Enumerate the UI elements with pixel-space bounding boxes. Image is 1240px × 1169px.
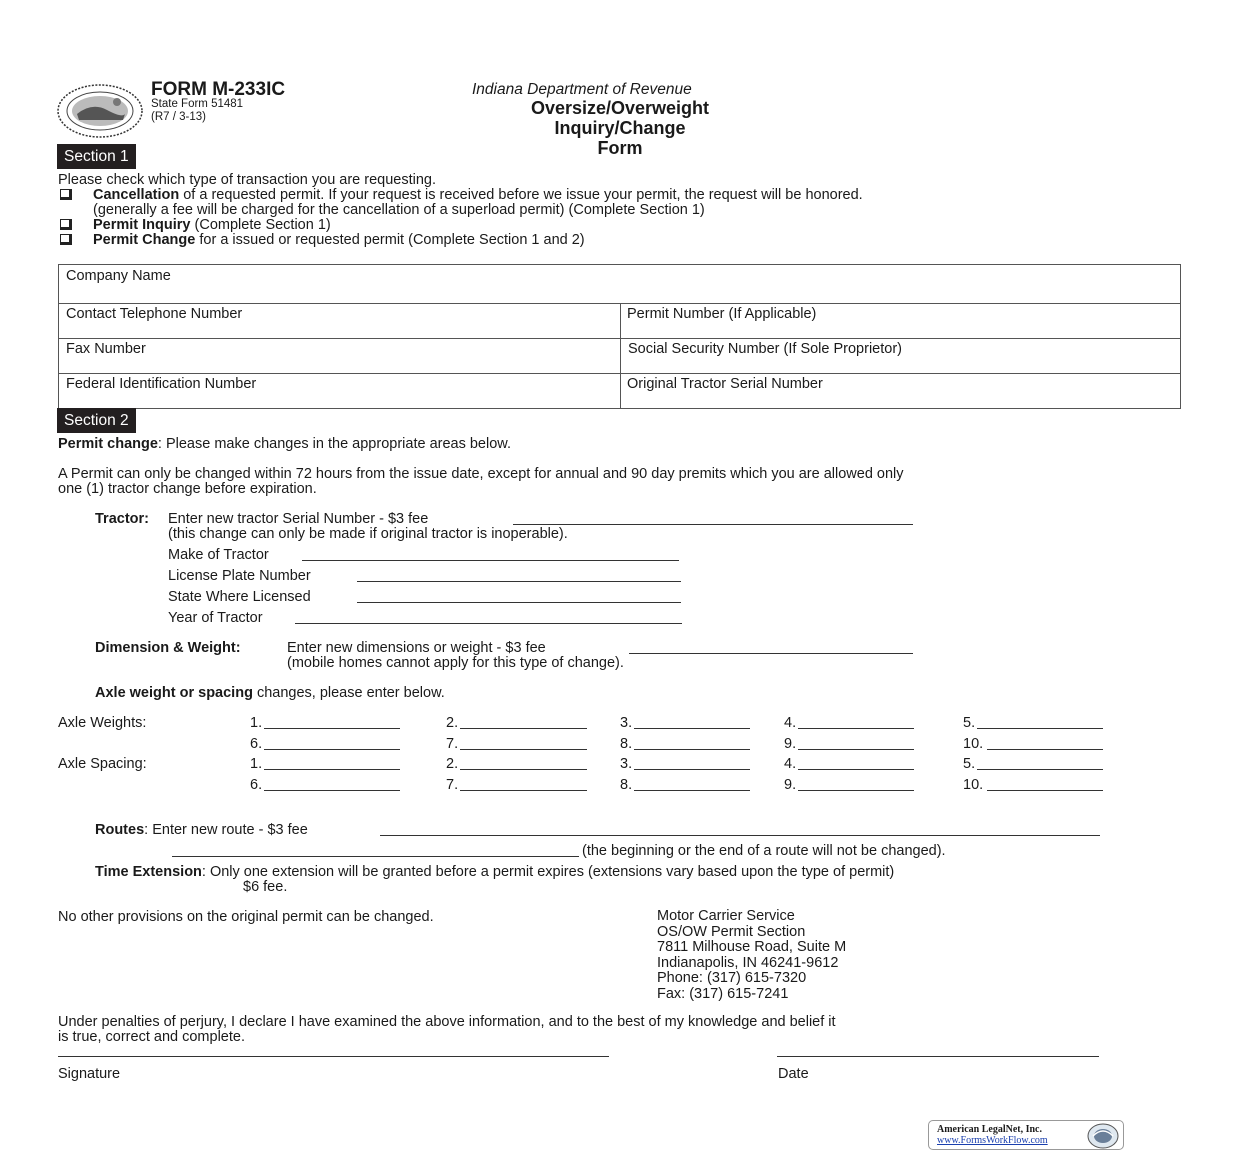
axle-weights-input[interactable] (798, 715, 914, 729)
axle-weights-number: 9. (784, 736, 797, 752)
company-name-field[interactable]: Company Name (66, 268, 171, 284)
title-line-1: Oversize/Overweight (530, 98, 710, 118)
axle-spacing-input[interactable] (460, 777, 587, 791)
axle-spacing-number: 4. (784, 756, 797, 772)
tractor-label (95, 511, 149, 527)
address-fax: Fax: (317) 615-7241 (657, 985, 789, 1002)
tractor-serial-entry (168, 511, 428, 527)
cancellation-option (93, 187, 863, 203)
permit-change-rule: A Permit can only be changed within 72 hours from the issue date, except for annual and 90 day premits which you are allowed only (58, 466, 904, 482)
divider (620, 303, 621, 408)
axle-weights-input[interactable] (634, 736, 750, 750)
permit-change-option (93, 232, 585, 248)
route-input-line-1[interactable] (380, 822, 1100, 836)
axle-spacing-number: 8. (620, 777, 633, 793)
dimension-weight-text: Enter new dimensions or weight - $3 fee (287, 640, 546, 656)
axle-weights-input[interactable] (798, 736, 914, 750)
date-input[interactable] (777, 1043, 1099, 1057)
axle-weights-input[interactable] (460, 736, 587, 750)
axle-intro-heading: Axle weight or spacing (95, 685, 253, 701)
tractor-year-label: Year of Tractor (168, 610, 263, 626)
axle-spacing-input[interactable] (264, 777, 400, 791)
axle-weights-input[interactable] (264, 715, 400, 729)
time-extension-fee: $6 fee. (243, 879, 288, 895)
dimension-weight-note: (mobile homes cannot apply for this type of change). (287, 655, 624, 671)
dimension-weight-input[interactable] (629, 640, 913, 654)
axle-weights-label: Axle Weights: (58, 715, 147, 731)
perjury-statement-cont: is true, correct and complete. (58, 1029, 245, 1045)
contact-phone-field[interactable]: Contact Telephone Number (66, 306, 243, 322)
axle-weights-input[interactable] (987, 736, 1103, 750)
signature-label: Signature (58, 1066, 121, 1082)
axle-weights-number: 1. (250, 715, 263, 731)
routes-note: (the beginning or the end of a route will not be changed). (582, 843, 946, 859)
axle-spacing-input[interactable] (634, 756, 750, 770)
permit-change-text: for a issued or requested permit (Complete Section 1 and 2) (195, 232, 585, 248)
mailing-address (657, 909, 846, 1002)
cancellation-text: of a requested permit. If your request is received before we issue your permit, the request will be honored. (179, 187, 863, 203)
state-licensed-label: State Where Licensed (168, 589, 311, 605)
axle-weights-input[interactable] (264, 736, 400, 750)
tractor-make-input[interactable] (302, 547, 679, 561)
agency-name: Indiana Department of Revenue (472, 81, 692, 98)
perjury-statement: Under penalties of perjury, I declare I have examined the above information, and to the best of my knowledge and belief it (58, 1014, 836, 1030)
axle-spacing-input[interactable] (460, 756, 587, 770)
address-line: OS/OW Permit Section (657, 923, 806, 940)
permit-inquiry-checkbox[interactable] (60, 219, 72, 230)
axle-spacing-input[interactable] (634, 777, 750, 791)
axle-spacing-number: 10. (963, 777, 984, 793)
axle-weights-number: 5. (963, 715, 976, 731)
address-line: 7811 Milhouse Road, Suite M (657, 939, 847, 955)
axle-spacing-number: 6. (250, 777, 263, 793)
axle-intro-text: changes, please enter below. (252, 685, 445, 701)
tractor-make-label: Make of Tractor (168, 547, 269, 563)
route-input-line-2[interactable] (172, 843, 579, 857)
axle-spacing-input[interactable] (264, 756, 400, 770)
title-line-3: Form (597, 138, 643, 158)
brand-name: American LegalNet, Inc. (937, 1124, 1042, 1135)
axle-spacing-number: 1. (250, 756, 263, 772)
axle-spacing-input[interactable] (987, 777, 1103, 791)
permit-change-rule-cont: one (1) tractor change before expiration. (58, 481, 317, 497)
permit-change-label: Permit Change (93, 232, 196, 248)
form-title (470, 98, 770, 158)
tractor-heading: Tractor: (95, 511, 149, 527)
permit-inquiry-label: Permit Inquiry (93, 217, 191, 233)
permit-change-checkbox[interactable] (60, 234, 72, 245)
form-number: FORM M-233IC (151, 79, 286, 100)
section-1-instruction: Please check which type of transaction you are requesting. (58, 172, 437, 188)
date-label: Date (778, 1066, 809, 1082)
routes-heading: Routes (95, 822, 145, 838)
cancellation-label: Cancellation (93, 187, 180, 203)
title-line-2: Inquiry/Change (554, 118, 686, 138)
axle-weights-number: 2. (446, 715, 459, 731)
section-2-tab: Section 2 (57, 408, 136, 433)
no-other-provisions: No other provisions on the original permit can be changed. (58, 909, 434, 925)
axle-spacing-input[interactable] (977, 756, 1103, 770)
license-plate-input[interactable] (357, 568, 681, 582)
tractor-year-input[interactable] (295, 610, 682, 624)
routes-entry (95, 822, 308, 838)
axle-weights-number: 8. (620, 736, 633, 752)
dimension-weight-heading: Dimension & Weight: (95, 640, 241, 656)
permit-number-field[interactable]: Permit Number (If Applicable) (627, 306, 817, 322)
axle-spacing-number: 3. (620, 756, 633, 772)
cancellation-checkbox[interactable] (60, 189, 72, 200)
time-extension-text: : Only one extension will be granted before a permit expires (extensions vary based upon the type of permit) (201, 864, 895, 880)
time-extension-heading: Time Extension (95, 864, 202, 880)
axle-spacing-number: 7. (446, 777, 459, 793)
section-1-tab: Section 1 (57, 144, 136, 169)
tractor-serial-label: Enter new tractor Serial Number - $3 fee (168, 511, 429, 527)
permit-change-instruction-text: : Please make changes in the appropriate areas below. (157, 436, 511, 452)
dimension-weight-label (95, 640, 241, 656)
permit-inquiry-option (93, 217, 331, 233)
axle-intro (95, 685, 445, 701)
company-info-table (58, 264, 1181, 409)
original-tractor-serial-field[interactable]: Original Tractor Serial Number (627, 376, 823, 392)
permit-change-instruction (58, 436, 511, 452)
permit-change-heading: Permit change (58, 436, 158, 452)
fax-number-field[interactable]: Fax Number (66, 341, 146, 357)
axle-spacing-number: 9. (784, 777, 797, 793)
ssn-field[interactable]: Social Security Number (If Sole Proprietor) (628, 341, 902, 357)
state-form-number: State Form 51481 (151, 98, 244, 110)
address-line: Indianapolis, IN 46241-9612 (657, 954, 839, 971)
routes-text: : Enter new route - $3 fee (144, 822, 308, 838)
permit-inquiry-text: (Complete Section 1) (190, 217, 331, 233)
axle-spacing-input[interactable] (798, 777, 914, 791)
axle-weights-input[interactable] (977, 715, 1103, 729)
axle-spacing-input[interactable] (798, 756, 914, 770)
tractor-serial-input[interactable] (513, 511, 913, 525)
fein-field[interactable]: Federal Identification Number (66, 376, 257, 392)
axle-weights-number: 3. (620, 715, 633, 731)
license-plate-label: License Plate Number (168, 568, 311, 584)
address-phone: Phone: (317) 615-7320 (657, 970, 807, 986)
signature-input[interactable] (58, 1043, 609, 1057)
axle-spacing-number: 5. (963, 756, 976, 772)
time-extension-entry (95, 864, 894, 880)
globe-icon (1085, 1123, 1119, 1149)
cancellation-note: (generally a fee will be charged for the cancellation of a superload permit) (Complete Section 1) (93, 202, 705, 218)
form-revision: (R7 / 3-13) (151, 111, 206, 123)
axle-weights-input[interactable] (634, 715, 750, 729)
axle-weights-number: 6. (250, 736, 263, 752)
state-licensed-input[interactable] (357, 589, 681, 603)
axle-spacing-number: 2. (446, 756, 459, 772)
axle-weights-number: 10. (963, 736, 984, 752)
axle-weights-input[interactable] (460, 715, 587, 729)
brand-url[interactable]: www.FormsWorkFlow.com (937, 1135, 1048, 1146)
address-line: Motor Carrier Service (657, 908, 795, 924)
tractor-serial-note: (this change can only be made if original tractor is inoperable). (168, 526, 568, 542)
axle-weights-number: 7. (446, 736, 459, 752)
indiana-state-seal-icon (57, 84, 143, 138)
axle-weights-number: 4. (784, 715, 797, 731)
brand-badge (928, 1120, 1124, 1150)
axle-spacing-label: Axle Spacing: (58, 756, 147, 772)
